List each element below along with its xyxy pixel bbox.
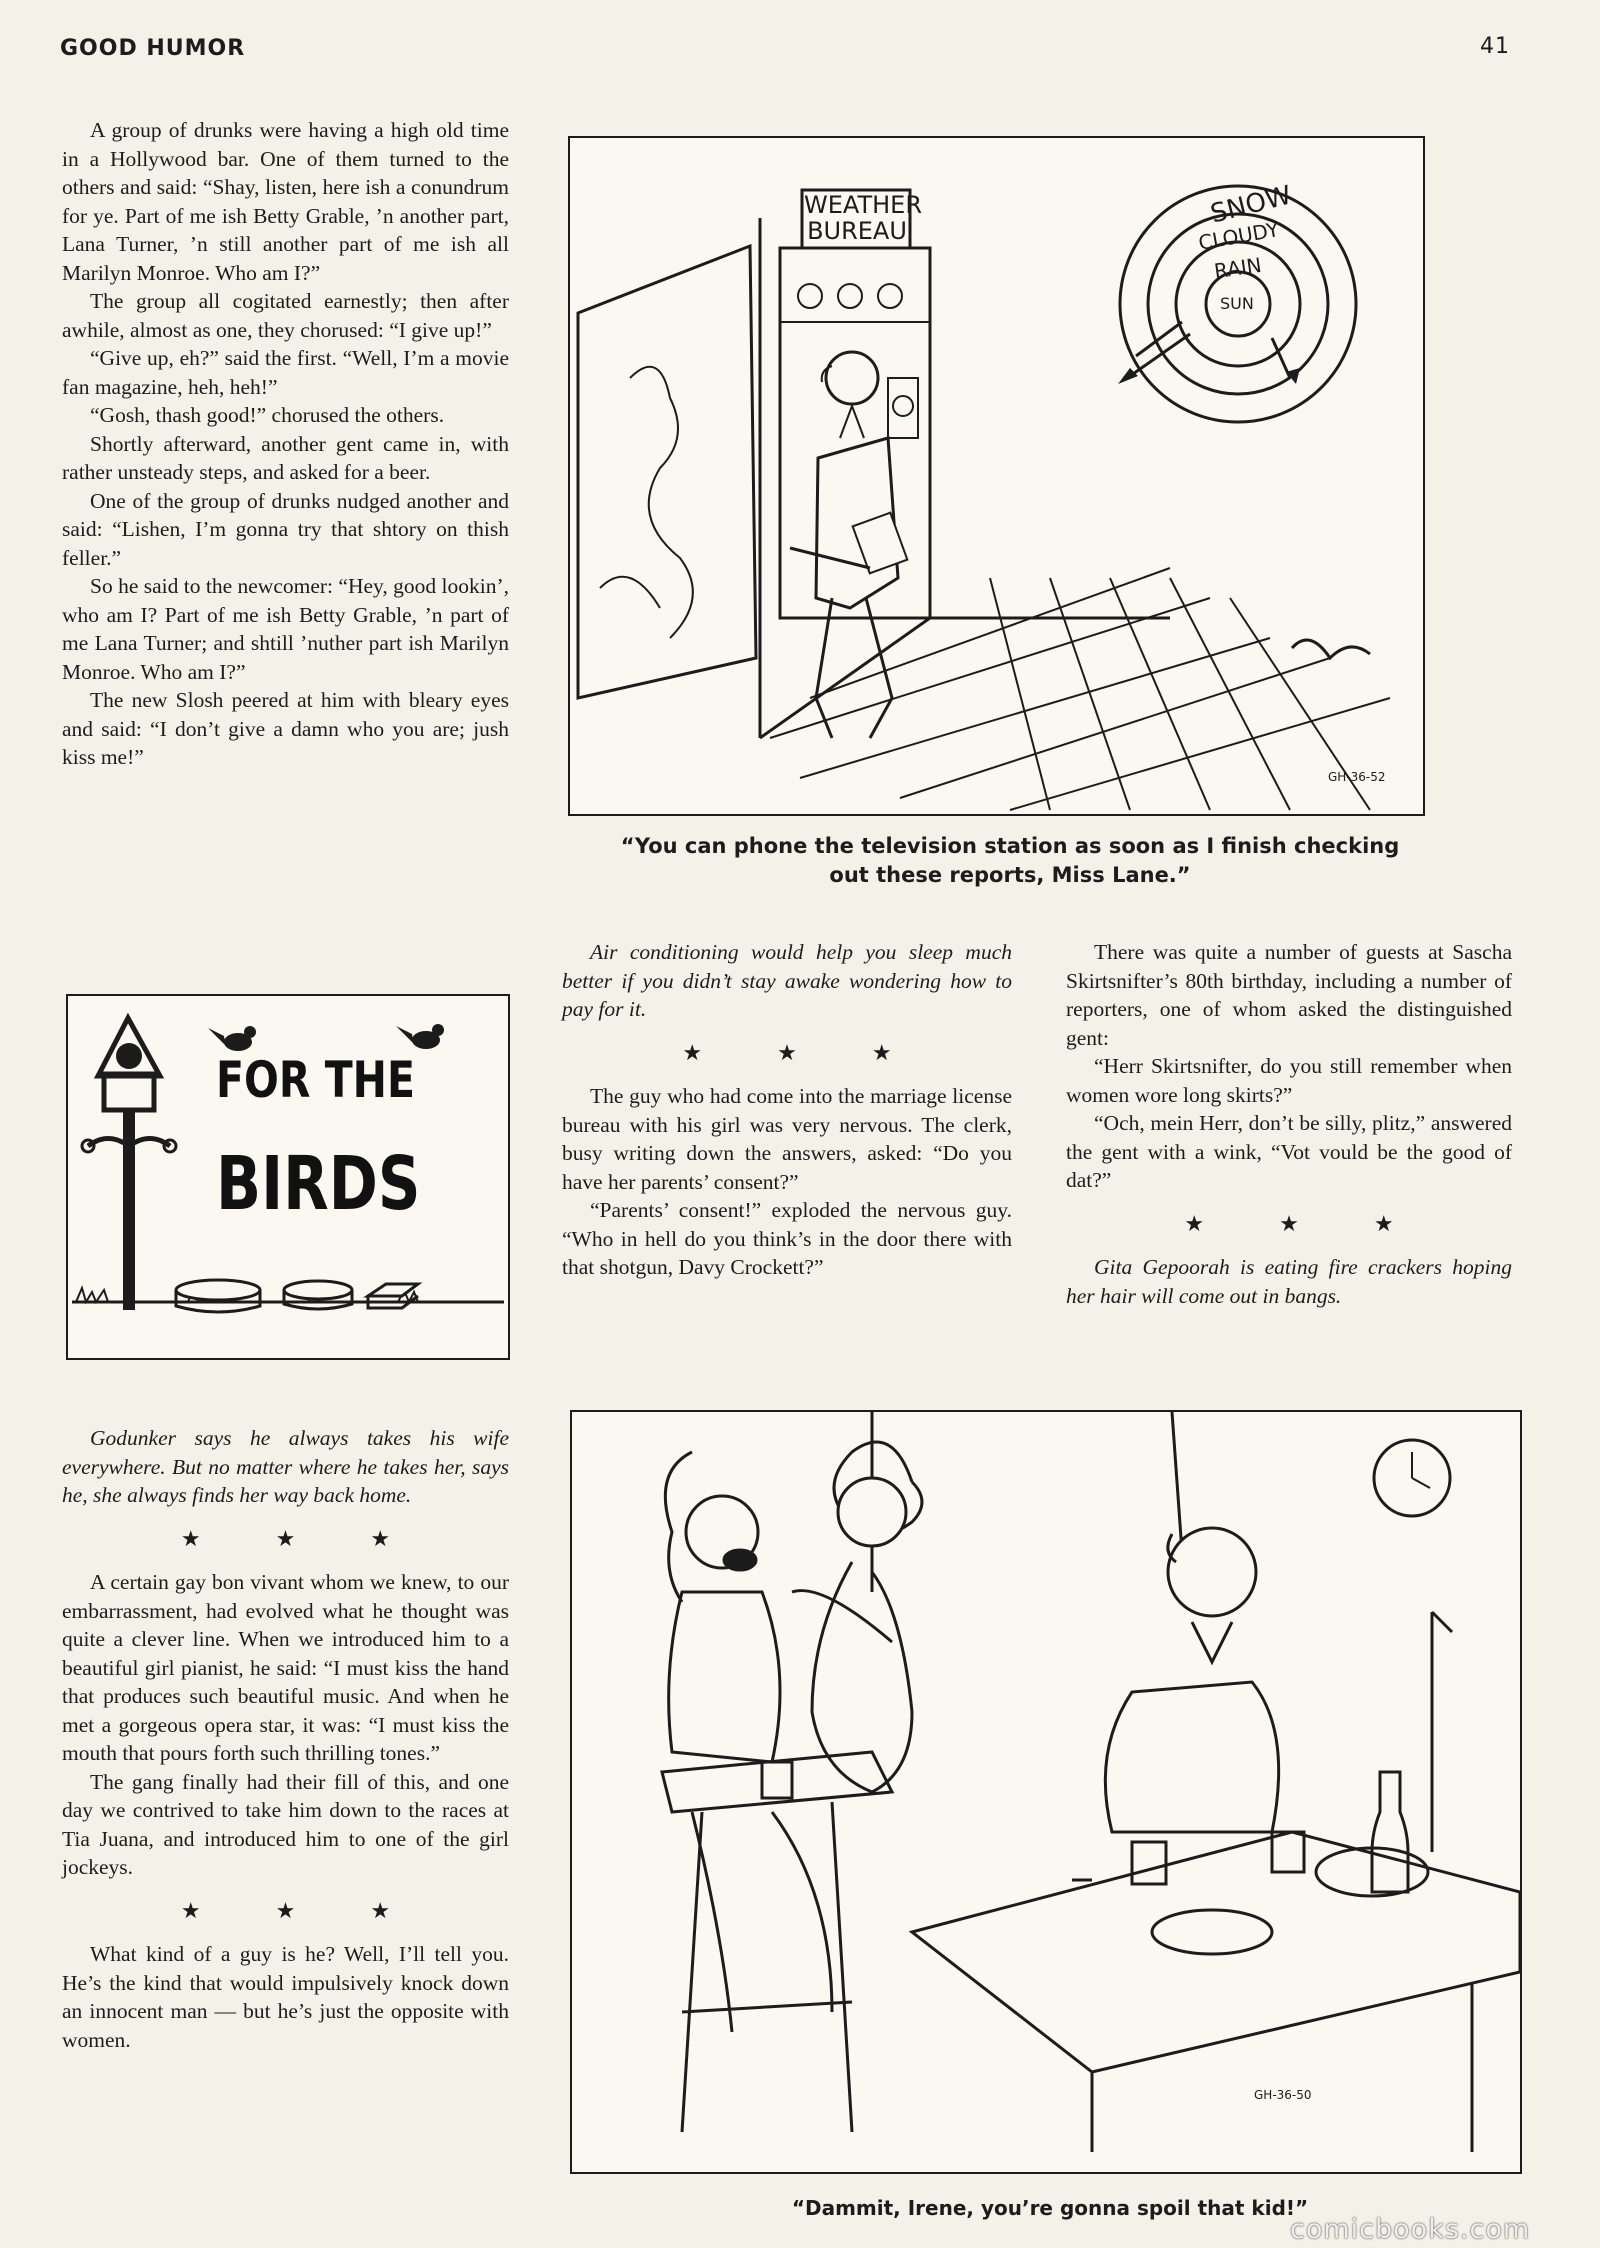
story-paragraph: “Herr Skirtsnifter, do you still remember when women wore long skirts?”	[1066, 1054, 1512, 1107]
story-paragraph: “Parents’ consent!” exploded the nervous guy. “Who in hell do you think’s in the door there with that shotgun, Davy Crockett?”	[562, 1198, 1012, 1279]
birds-title-line1: FOR THE	[216, 1051, 416, 1109]
left-column-bottom	[62, 1424, 509, 2054]
fire-crackers-quip: Gita Gepoorah is eating fire crackers hoping her hair will come out in bangs.	[1066, 1255, 1512, 1308]
section-divider-stars: ★ ★ ★	[180, 1898, 425, 1924]
middle-column	[562, 938, 1012, 1282]
target-label-rain: RAIN	[1212, 252, 1264, 284]
story-paragraph: The group all cogitated earnestly; then after awhile, almost as one, they chorused: “I give up!”	[62, 289, 509, 342]
target-label-sun: SUN	[1220, 294, 1254, 313]
cartoon-signature: GH-36-50	[1254, 2088, 1312, 2102]
story-paragraph: Shortly afterward, another gent came in, with rather unsteady steps, and asked for a beer.	[62, 431, 509, 484]
dinner-table-illustration	[572, 1412, 1520, 2172]
target-label-snow: SNOW	[1207, 180, 1295, 230]
story-paragraph: The new Slosh peered at him with bleary eyes and said: “I don’t give a damn who you are; jush kiss me!”	[62, 688, 509, 769]
story-paragraph: One of the group of drunks nudged another and said: “Lishen, I’m gonna try that shtory on thish feller.”	[62, 488, 509, 570]
target-label-cloudy: CLOUDY	[1196, 217, 1281, 255]
cartoon-signature: GH-36-52	[1328, 770, 1386, 784]
story-paragraph: “Och, mein Herr, don’t be silly, plitz,” answered the gent with a wink, “Vot vould be the good of dat?”	[1066, 1111, 1512, 1192]
section-divider-stars: ★ ★ ★	[180, 1526, 425, 1552]
weather-cartoon-caption: “You can phone the television station as soon as I finish checking out these reports, Miss Lane.”	[620, 834, 1400, 887]
story-paragraph: A group of drunks were having a high old time in a Hollywood bar. One of them turned to the others and said: “Shay, listen, here ish a conundrum for ye. Part of me ish Betty Grable, ’n another part, Lana Turner, ’n still another part of me ish all Marilyn Monroe. Who am I?”	[62, 118, 509, 285]
story-paragraph: “Give up, eh?” said the first. “Well, I’m a movie fan magazine, heh, heh!”	[62, 346, 509, 399]
story-paragraph: The guy who had come into the marriage license bureau with his girl was very nervous. The clerk, busy writing down the answers, asked: “Do you have her parents’ consent?”	[562, 1084, 1012, 1194]
sign-line: BUREAU	[807, 217, 907, 245]
section-divider-stars: ★ ★ ★	[682, 1040, 926, 1066]
story-paragraph: There was quite a number of guests at Sascha Skirtsnifter’s 80th birthday, including a number of reporters, one of whom asked the distinguished gent:	[1066, 940, 1512, 1050]
drunks-story	[62, 116, 509, 772]
site-watermark: comicbooks.com	[1290, 2214, 1531, 2245]
air-conditioning-quip: Air conditioning would help you sleep much better if you didn’t stay awake wondering how to pay for it.	[562, 940, 1012, 1021]
closing-paragraph: What kind of a guy is he? Well, I’ll tell you. He’s the kind that would impulsively knock down an innocent man — but he’s just the opposite with women.	[62, 1942, 509, 2052]
running-header: GOOD HUMOR	[60, 36, 246, 61]
right-column	[1066, 938, 1512, 1310]
sign-line: WEATHER	[804, 191, 922, 219]
story-paragraph: So he said to the newcomer: “Hey, good lookin’, who am I? Part of me ish Betty Grable, ’n part of me Lana Turner; and shtill ’nuther part ish Marilyn Monroe. Who am I?”	[62, 574, 509, 684]
weather-bureau-cartoon	[568, 136, 1425, 816]
birds-title-line2: BIRDS	[216, 1141, 421, 1227]
story-paragraph: The gang finally had their fill of this, and one day we contrived to take him down to the races at Tia Juana, and introduced him to one of the girl jockeys.	[62, 1769, 509, 1879]
for-the-birds-box	[66, 994, 510, 1360]
weather-bureau-sign	[804, 191, 922, 245]
bird-icon	[396, 1024, 444, 1049]
dinner-table-cartoon	[570, 1410, 1522, 2174]
dinner-cartoon-caption: “Dammit, Irene, you’re gonna spoil that kid!”	[791, 2196, 1309, 2220]
story-paragraph: A certain gay bon vivant whom we knew, to our embarrassment, had evolved what he thought was quite a clever line. When we introduced him to a beautiful girl pianist, he said: “I must kiss the hand that produces such beautiful music. And when he met a gorgeous opera star, it was: “I must kiss the mouth that pours forth such thrilling tones.”	[62, 1570, 509, 1765]
godunker-quip: Godunker says he always takes his wife everywhere. But no matter where he takes her, says he, she always finds her way back home.	[62, 1426, 509, 1507]
story-paragraph: “Gosh, thash good!” chorused the others.	[90, 403, 445, 427]
weather-bureau-illustration	[570, 138, 1423, 814]
bird-icon	[208, 1026, 256, 1051]
section-divider-stars: ★ ★ ★	[1184, 1211, 1428, 1237]
page-number: 41	[1480, 34, 1510, 59]
